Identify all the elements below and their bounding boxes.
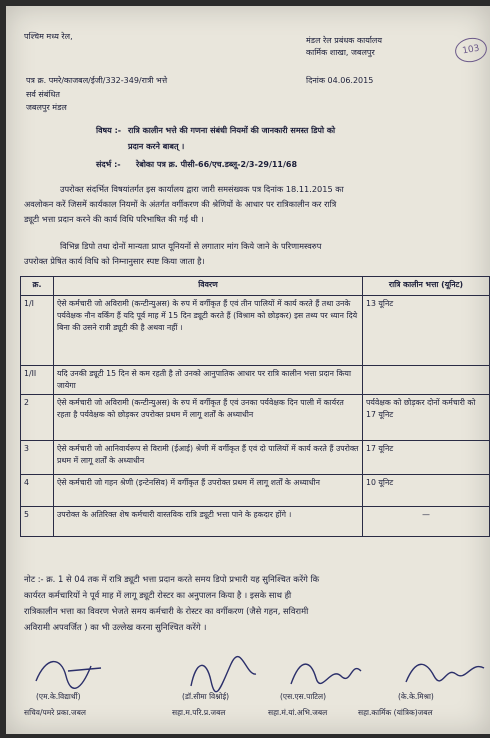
signature-3-designation: सहा.मं.यां.अभि.जबल (268, 708, 328, 717)
subject-label: विषय :- (96, 126, 122, 135)
reference-label: संदर्भ :- (96, 160, 121, 169)
header-description: विवरण (54, 277, 363, 296)
row-description: ऐसे कर्मचारी जो गहन श्रेणी (इन्टेनसिव) में वर्गीकृत हैं उपरोक्त प्रथम में लागू शर्तों के अध्याधीन (54, 475, 363, 507)
row-serial: 5 (21, 507, 54, 537)
row-units (363, 366, 490, 395)
table-row (21, 441, 490, 475)
addressee-line2: जबलपुर मंडल (26, 103, 67, 112)
table-row (21, 366, 490, 395)
signature-4-scribble (406, 664, 484, 682)
subject-line1: रात्रि कालीन भत्ते की गणना संबंधी नियमों की जानकारी समस्त डिपो को (128, 126, 336, 135)
addressee-line1: सर्व संबंधित (26, 90, 60, 99)
table-row (21, 296, 490, 366)
table-header-row (21, 277, 490, 296)
signature-1-name: (एम.के.विद्यार्थी) (36, 692, 81, 701)
signature-2-scribble (191, 657, 256, 692)
note-block (24, 571, 484, 635)
row-units: 10 यूनिट (363, 475, 490, 507)
note-line2: कार्यरत कर्मचारियों ने पूर्व माह में लागू ड्यूटी रोस्टर का अनुपालन किया है । इसके साथ ही (24, 590, 292, 600)
office-right-heading: मंडल रेल प्रबंधक कार्यालय (306, 36, 382, 45)
paragraph-1-line1: उपरोक्त संदर्भित विषयांतर्गत इस कार्यालय द्वारा जारी समसंख्यक पत्र दिनांक 18.11.2015 का (60, 184, 344, 194)
paragraph-1-line2: अवलोकन करें जिसमें कार्यकाल नियमों के अंतर्गत वर्गीकरण की श्रेणियों के आधार पर रात्रिकालीन कर रात्रि (24, 199, 337, 209)
number-stamp: 103 (453, 35, 489, 64)
table-row (21, 395, 490, 441)
row-description: ऐसे कर्मचारी जो आनिवार्यरूप से विरामी (ईआई) श्रेणी में वर्गीकृत हैं एवं दो पालियों में कार्य करते हैं उपरोक्त प्रथम में लागू शर्तों के अध्याधीन (54, 441, 363, 475)
paragraph-2 (24, 239, 488, 269)
row-serial: 2 (21, 395, 54, 441)
signature-2-name: (डॉ.सीमा विश्नोई) (182, 692, 230, 701)
row-units: — (363, 507, 490, 537)
row-units: 17 यूनिट (363, 441, 490, 475)
row-units: 13 यूनिट (363, 296, 490, 366)
signature-4-designation: सहा.कार्मिक (यांत्रिक)जबल (358, 708, 433, 717)
allowance-table (20, 276, 490, 537)
row-serial: 4 (21, 475, 54, 507)
reference-text: रेबोका पत्र क्र. पीसी-66/एच.डब्लू-2/3-29/11/68 (136, 160, 298, 169)
office-left-heading: पश्चिम मध्य रेल, (24, 32, 73, 41)
paragraph-1 (24, 182, 488, 227)
branch-heading: कार्मिक शाखा, जबलपुर (306, 48, 375, 57)
paragraph-1-line3: ड्यूटी भत्ता प्रदान करने की कार्य विधि परिभाषित की गई थी । (24, 214, 204, 224)
signature-1-scribble (36, 662, 101, 689)
row-units: पर्यवेक्षक को छोड़कर दोनों कर्मचारी को 17 यूनिट (363, 395, 490, 441)
header-units: रात्रि कालीन भत्ता (यूनिट) (363, 277, 490, 296)
note-line4: अविरामी अपवर्जित ) का भी उल्लेख करना सुनिश्चित करेंगे । (24, 622, 207, 632)
document-page (6, 6, 490, 734)
row-description: उपरोक्त के अतिरिक्त शेष कर्मचारी वास्तविक रात्रि ड्यूटी भत्ता पाने के हकदार होंगे । (54, 507, 363, 537)
note-line3: रात्रिकालीन भत्ता का विवरण भेजते समय कर्मचारी के रोस्टर का वर्गीकरण (जैसे गहन, सविरामी (24, 606, 309, 616)
signature-3-scribble (291, 664, 361, 684)
signature-2-designation: सहा.म.परि.प्र.जबल (172, 708, 226, 717)
row-description: यदि उनकी ड्यूटी 15 दिन से कम रहती है तो उनको आनुपातिक आधार पर रात्रि कालीन भत्ता प्रदान किया जायेगा (54, 366, 363, 395)
row-serial: 1/II (21, 366, 54, 395)
paragraph-2-line2: उपरोक्त प्रेषित कार्य विधि को निम्नानुसार स्पष्ट किया जाता है। (24, 256, 205, 266)
header-serial: क्र. (21, 277, 54, 296)
table-row (21, 475, 490, 507)
row-description: ऐसे कर्मचारी जो अविरामी (कन्टीन्युअस) के रुप में वर्गीकृत हैं एवं तीन पालियों में कार्य करते हैं तथा उनके पर्यवेक्षक नौन वर्किंग हैं यदि पूर्व माह में 15 दिन ड्यूटी करते हैं (विश्राम को छोड़कर) इस तथ्य पर ध्यान दिये बिना की उसने रात्री ड्यूटी की है अथवा नहीं । (54, 296, 363, 366)
signature-4-name: (के.के.मिश्रा) (398, 692, 434, 701)
signature-1-designation: सचिव/पमरे प्रका.जबल (24, 708, 86, 717)
reference-number: पत्र क्र. पमरे/काजबल/ईजी/332-349/रात्री भत्ते (26, 76, 168, 85)
row-serial: 3 (21, 441, 54, 475)
subject-line2: प्रदान करने बाबत् । (128, 142, 185, 151)
signature-3-name: (एस.एस.पाटिल) (280, 692, 327, 701)
row-description: ऐसे कर्मचारी जो अविरामी (कन्टीन्युअस) के रुप में वर्गीकृत हैं एवं उनका पर्यवेक्षक दिन पाली में कार्यरत रहता है पर्यवेक्षक को छोड़कर उपरोक्त प्रथम में लागू शर्तों के अध्याधीन (54, 395, 363, 441)
paragraph-2-line1: विभिन्न डिपो तथा दोनों मान्यता प्राप्त यूनियनों से लगातार मांग किये जाने के परिणामस्वरुप (60, 241, 322, 251)
letter-date: दिनांक 04.06.2015 (306, 76, 374, 85)
note-line1: नोट :- क्र. 1 से 04 तक में रात्रि ड्यूटी भत्ता प्रदान करते समय डिपो प्रभारी यह सुनिश्चित करेंगे कि (24, 574, 320, 584)
row-serial: 1/I (21, 296, 54, 366)
table-row (21, 507, 490, 537)
